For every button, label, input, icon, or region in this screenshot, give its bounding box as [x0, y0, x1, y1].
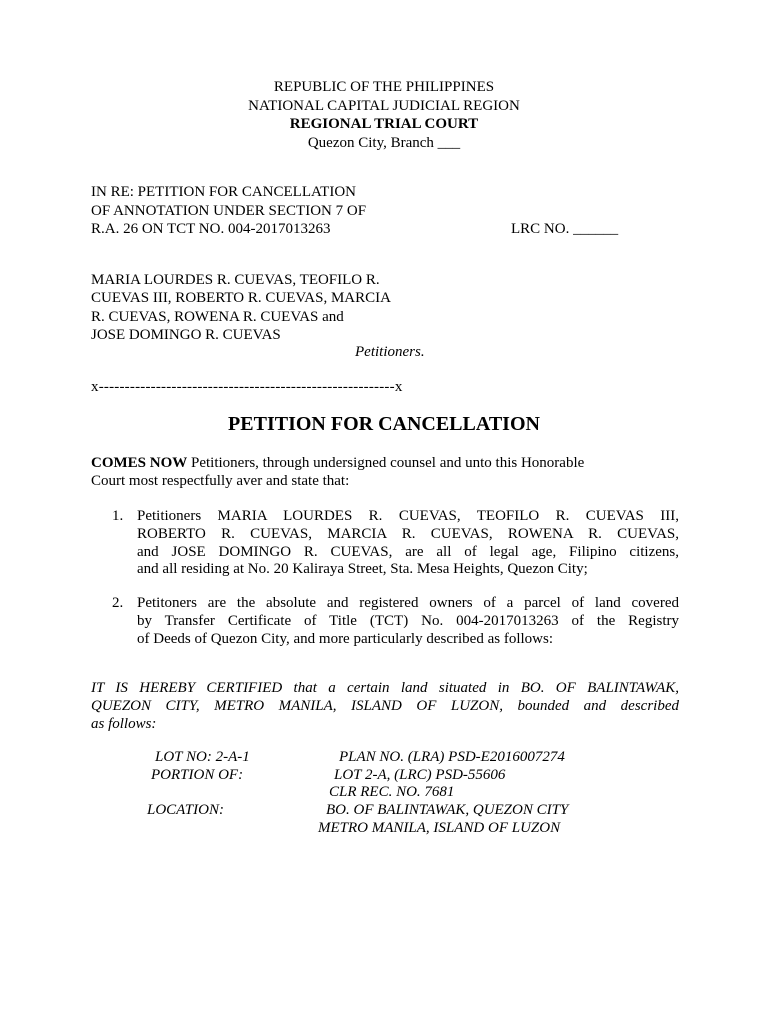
portion-label: PORTION OF: — [151, 767, 244, 783]
paragraph-line: ROBERTO R. CUEVAS, MARCIA R. CUEVAS, ROWENA R. CUEVAS, — [137, 525, 679, 542]
case-caption — [91, 183, 768, 239]
petitioners-label: Petitioners. — [355, 344, 425, 360]
caption-line: IN RE: PETITION FOR CANCELLATION — [91, 184, 356, 200]
intro-line — [91, 454, 679, 472]
paragraph-line: of Deeds of Quezon City, and more particularly described as follows: — [137, 630, 553, 647]
location-line: METRO MANILA, ISLAND OF LUZON — [318, 820, 561, 836]
caption-line-text: R.A. 26 ON TCT NO. 004-2017013263 — [91, 221, 331, 237]
court-name: REGIONAL TRIAL COURT — [289, 116, 479, 132]
certification-line: QUEZON CITY, METRO MANILA, ISLAND OF LUZON, bounded and described — [91, 698, 679, 714]
intro-paragraph — [91, 454, 679, 490]
paragraph-line: and JOSE DOMINGO R. CUEVAS, are all of legal age, Filipino citizens, — [137, 543, 679, 560]
caption-line — [91, 220, 768, 239]
petitioner-line: CUEVAS III, ROBERTO R. CUEVAS, MARCIA — [91, 290, 391, 307]
paragraph-number: 1. — [112, 508, 124, 524]
court-header — [0, 78, 768, 152]
republic-line: REPUBLIC OF THE PHILIPPINES — [273, 79, 495, 95]
comes-now-lead: COMES NOW — [91, 455, 188, 471]
paragraph-text — [137, 508, 679, 579]
petitioner-line: JOSE DOMINGO R. CUEVAS — [91, 326, 281, 343]
branch-line: Quezon City, Branch ___ — [307, 134, 461, 151]
petitioner-line: R. CUEVAS, ROWENA R. CUEVAS and — [91, 308, 344, 325]
caption-divider: x---------------------------------------------------------x — [91, 379, 403, 395]
paragraph-line: Petitioners MARIA LOURDES R. CUEVAS, TEOFILO R. CUEVAS III, — [137, 508, 679, 524]
certification-line: IT IS HEREBY CERTIFIED that a certain land situated in BO. OF BALINTAWAK, — [91, 680, 679, 696]
lot-number: LOT NO: 2-A-1 — [155, 749, 250, 765]
paragraph-text — [137, 595, 679, 648]
plan-number: PLAN NO. (LRA) PSD-E2016007274 — [339, 749, 565, 765]
paragraph-line: Petitoners are the absolute and registered owners of a parcel of land covered — [137, 595, 679, 611]
location-label: LOCATION: — [147, 802, 224, 818]
clr-record-number: CLR REC. NO. 7681 — [329, 784, 455, 800]
certification-line: as follows: — [91, 716, 157, 732]
document-title: PETITION FOR CANCELLATION — [228, 413, 540, 435]
location-line: BO. OF BALINTAWAK, QUEZON CITY — [326, 802, 569, 818]
paragraph-line: by Transfer Certificate of Title (TCT) No. 004-2017013263 of the Registry — [137, 612, 679, 629]
certification-paragraph — [91, 679, 679, 733]
paragraph-line: and all residing at No. 20 Kaliraya Street, Sta. Mesa Heights, Quezon City; — [137, 561, 588, 578]
petitioners-block — [91, 271, 491, 344]
paragraph-number: 2. — [112, 595, 124, 611]
petitioner-line: MARIA LOURDES R. CUEVAS, TEOFILO R. — [91, 272, 380, 288]
portion-value: LOT 2-A, (LRC) PSD-55606 — [334, 767, 506, 783]
intro-line-text: Petitioners, through undersigned counsel and unto this Honorable — [187, 455, 585, 471]
region-line: NATIONAL CAPITAL JUDICIAL REGION — [248, 97, 520, 114]
caption-line: OF ANNOTATION UNDER SECTION 7 OF — [91, 202, 367, 219]
intro-line: Court most respectfully aver and state that: — [91, 473, 350, 489]
lrc-number: LRC NO. ______ — [511, 221, 619, 237]
